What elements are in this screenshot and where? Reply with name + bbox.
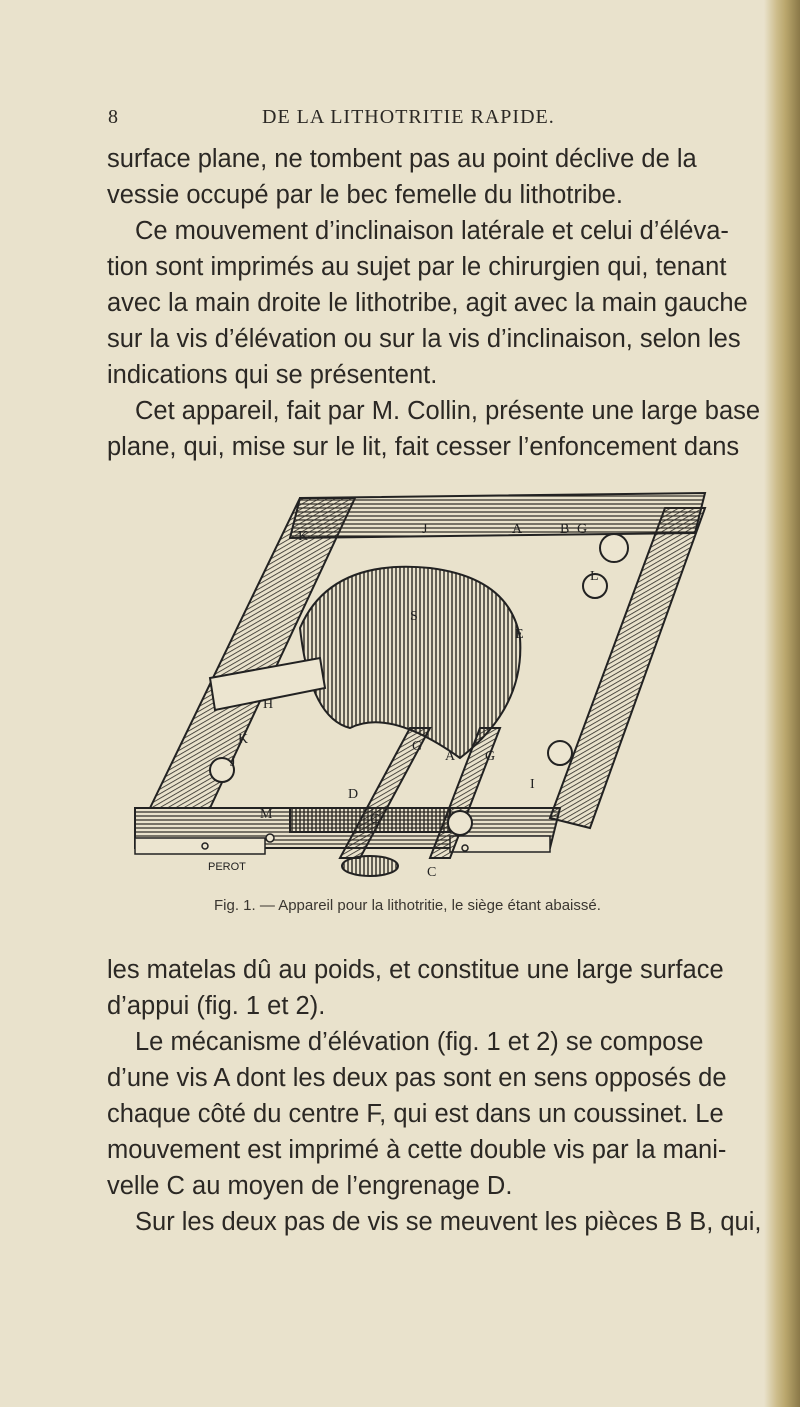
engraver-signature: PEROT: [208, 861, 246, 873]
top-rail: [290, 493, 705, 538]
paragraph-5: [107, 1024, 737, 1204]
text-line: Le mécanisme d’élévation (fig. 1 et 2) se compose: [135, 1028, 704, 1056]
label-g: G: [577, 522, 588, 537]
label-e: E: [515, 627, 524, 642]
label-g2: G: [412, 739, 423, 754]
label-a: A: [512, 522, 523, 537]
apparatus-engraving: [130, 478, 710, 878]
label-h: H: [263, 697, 274, 712]
crank-handle: [342, 856, 398, 876]
label-j: J: [422, 522, 428, 537]
paragraph-1: [107, 141, 737, 213]
text-line: les matelas dû au poids, et constitue une large surface: [107, 956, 724, 984]
page-header: [108, 106, 728, 136]
text-line: plane, qui, mise sur le lit, fait cesser l’enfoncement dans: [107, 433, 740, 461]
label-c: C: [370, 812, 380, 827]
label-l: L: [590, 569, 599, 584]
text-line: Ce mouvement d’inclinaison latérale et celui d’éléva-: [135, 217, 729, 245]
label-g3: G: [485, 749, 496, 764]
right-column: [550, 508, 705, 828]
text-line: d’appui (fig. 1 et 2).: [107, 992, 326, 1020]
paragraph-4: [107, 952, 737, 1024]
running-title: DE LA LITHOTRITIE RAPIDE.: [262, 106, 555, 128]
page-edge-shadow: [764, 0, 800, 1407]
text-line: mouvement est imprimé à cette double vis par la mani-: [107, 1136, 727, 1164]
text-line: Sur les deux pas de vis se meuvent les pièces B B, qui,: [135, 1208, 762, 1236]
text-line: Cet appareil, fait par M. Collin, présente une large base: [135, 397, 761, 425]
figure-caption: Fig. 1. — Appareil pour la lithotritie, le siège étant abaissé.: [214, 897, 601, 914]
paragraph-2: [107, 213, 748, 393]
text-line: d’une vis A dont les deux pas sont en sens opposés de: [107, 1064, 727, 1092]
text-line: vessie occupé par le bec femelle du lithotribe.: [107, 181, 623, 209]
label-k: K: [298, 529, 309, 544]
paragraph-6: [107, 1204, 762, 1240]
label-b: B: [560, 522, 570, 537]
label-a2: A: [445, 749, 456, 764]
text-line: indications qui se présentent.: [107, 361, 438, 389]
label-j2: J: [230, 755, 236, 770]
paragraph-3: [107, 393, 761, 465]
text-line: avec la main droite le lithotribe, agit avec la main gauche: [107, 289, 748, 317]
label-m: M: [260, 807, 273, 822]
label-k2: K: [238, 732, 249, 747]
page-number: 8: [108, 106, 119, 128]
text-line: surface plane, ne tombent pas au point déclive de la: [107, 145, 697, 173]
text-line: tion sont imprimés au sujet par le chirurgien qui, tenant: [107, 253, 727, 281]
label-d: D: [348, 787, 359, 802]
label-i: I: [530, 777, 535, 792]
figure-1-lithotrity-apparatus: [130, 478, 710, 878]
label-c2: C: [427, 865, 437, 878]
text-line: sur la vis d’élévation ou sur la vis d’inclinaison, selon les: [107, 325, 741, 353]
text-line: chaque côté du centre F, qui est dans un coussinet. Le: [107, 1100, 724, 1128]
label-s: S: [410, 609, 418, 624]
text-line: velle C au moyen de l’engrenage D.: [107, 1172, 513, 1200]
